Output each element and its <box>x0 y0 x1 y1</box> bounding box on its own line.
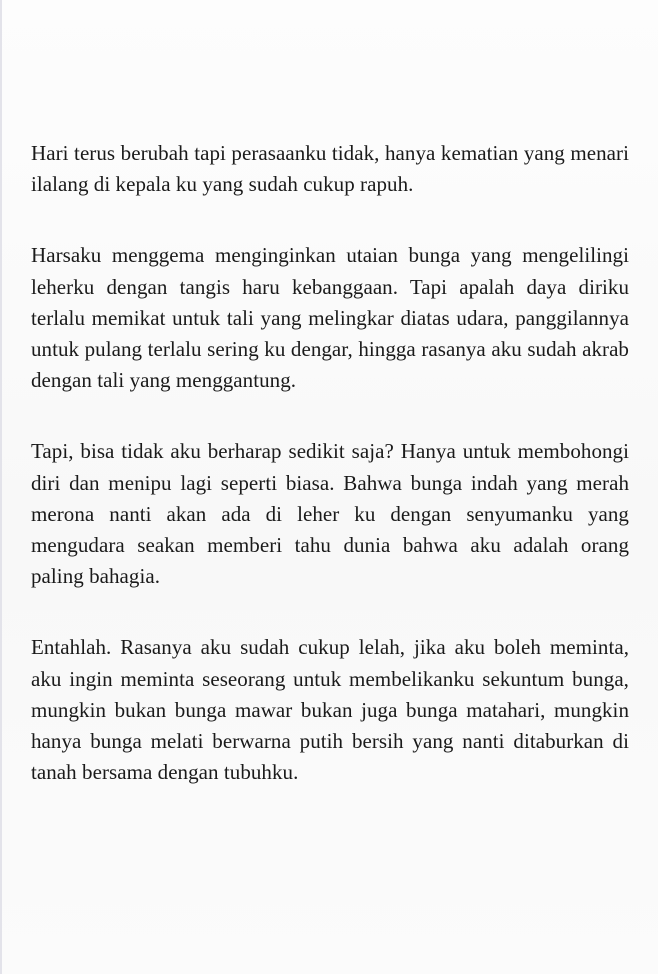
paragraph-2: Harsaku menggema menginginkan utaian bunga yang mengelilingi leherku dengan tangis haru kebanggaan. Tapi apalah daya diriku terlalu memikat untuk tali yang melingkar diatas udara, panggilannya untuk pulang terlalu sering ku dengar, hingga rasanya aku sudah akrab dengan tali yang menggantung. <box>31 243 629 393</box>
paragraph-1: Hari terus berubah tapi perasaanku tidak, hanya kematian yang menari ilalang di kepala ku yang sudah cukup rapuh. <box>31 141 629 197</box>
text-body <box>31 138 629 828</box>
paragraph-3: Tapi, bisa tidak aku berharap sedikit saja? Hanya untuk membohongi diri dan menipu lagi seperti biasa. Bahwa bunga indah yang merah merona nanti akan ada di leher ku dengan senyumanku yang mengudara seakan memberi tahu dunia bahwa aku adalah orang paling bahagia. <box>31 439 629 589</box>
page-left-edge <box>0 0 2 974</box>
paragraph-4: Entahlah. Rasanya aku sudah cukup lelah, jika aku boleh meminta, aku ingin meminta seseorang untuk membelikanku sekuntum bunga, mungkin bukan bunga mawar bukan juga bunga matahari, mungkin hanya bunga melati berwarna putih bersih yang nanti ditaburkan di tanah bersama dengan tubuhku. <box>31 635 629 785</box>
